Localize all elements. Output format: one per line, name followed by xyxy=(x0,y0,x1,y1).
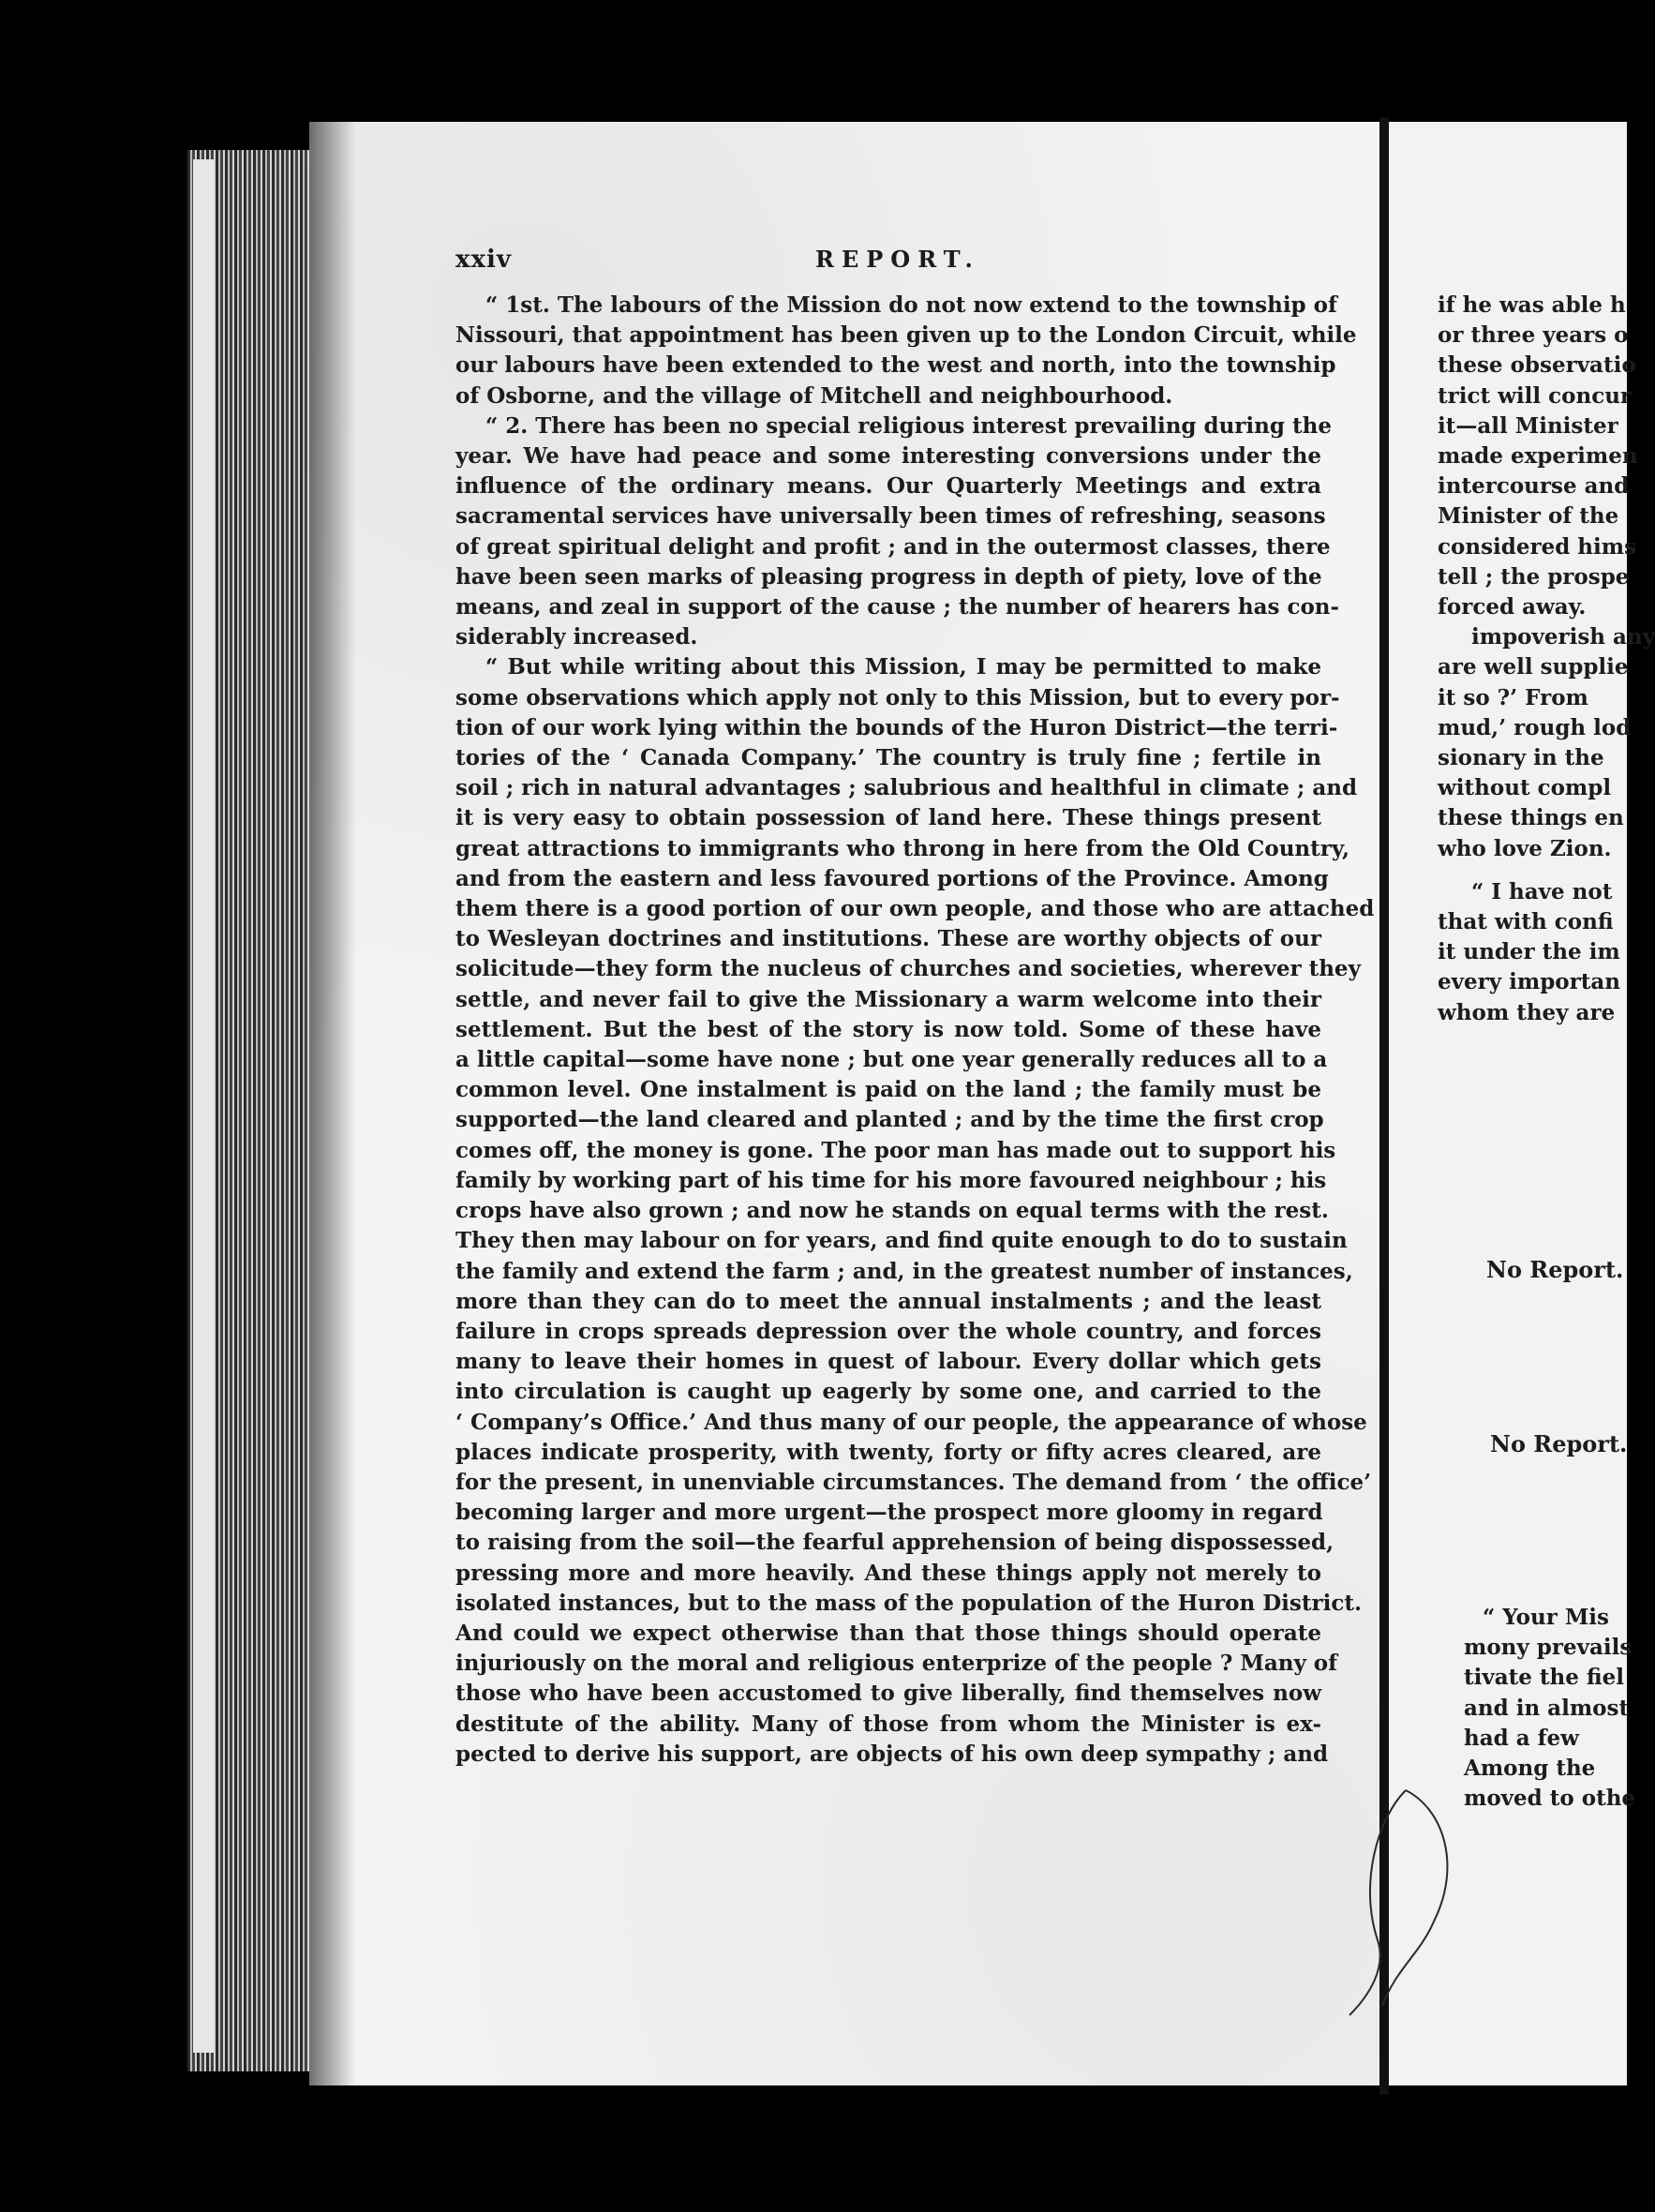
text-line: and in almost xyxy=(1464,1695,1630,1721)
text-line: these things en xyxy=(1438,805,1624,831)
text-line: a little capital—some have none ; but one year generally reduces all to a xyxy=(455,1047,1328,1073)
text-line: it—all Minister xyxy=(1438,412,1618,439)
text-line: family by working part of his time for his more favoured neighbour ; his xyxy=(455,1167,1327,1193)
text-line: have been seen marks of pleasing progress in depth of piety, love of the xyxy=(455,563,1322,590)
text-line: tell ; the prospe xyxy=(1438,563,1630,590)
text-line: destitute of the ability. Many of those from whom the Minister is ex- xyxy=(455,1711,1321,1737)
text-line: “ 2. There has been no special religious interest prevailing during the xyxy=(485,412,1332,439)
text-line: becoming larger and more urgent—the prospect more gloomy in regard xyxy=(455,1500,1323,1526)
text-line: for the present, in unenviable circumstances. The demand from ‘ the office’ xyxy=(455,1469,1372,1495)
text-line: pressing more and more heavily. And these things apply not merely to xyxy=(455,1560,1321,1586)
text-line: made experimen xyxy=(1438,443,1638,470)
text-line: “ Your Mis xyxy=(1483,1605,1609,1630)
text-line: pected to derive his support, are objects of his own deep sympathy ; and xyxy=(455,1741,1329,1767)
text-line: them there is a good portion of our own people, and those who are attached xyxy=(455,896,1375,922)
text-line: into circulation is caught up eagerly by some one, and carried to the xyxy=(455,1379,1321,1405)
text-line: tion of our work lying within the bounds of the Huron District—the terri- xyxy=(455,714,1338,740)
no-report-label: No Report. xyxy=(1486,1256,1624,1283)
text-line: Among the xyxy=(1464,1756,1596,1782)
text-line: mud,’ rough lod xyxy=(1438,714,1632,740)
text-line: of Osborne, and the village of Mitchell and neighbourhood. xyxy=(455,382,1173,409)
text-line: those who have been accustomed to give liberally, find themselves now xyxy=(455,1681,1321,1707)
text-line: ‘ Company’s Office.’ And thus many of our people, the appearance of whose xyxy=(455,1409,1367,1435)
text-line: sacramental services have universally been times of refreshing, seasons xyxy=(455,503,1326,530)
text-line: or three years o xyxy=(1438,322,1629,349)
text-line: places indicate prosperity, with twenty, forty or fifty acres cleared, are xyxy=(455,1439,1321,1465)
text-line: it is very easy to obtain possession of land here. These things present xyxy=(455,805,1321,831)
text-line: and from the eastern and less favoured portions of the Province. Among xyxy=(455,865,1329,891)
text-line: trict will concur xyxy=(1438,382,1633,409)
text-line: “ 1st. The labours of the Mission do not now extend to the township of xyxy=(485,292,1337,318)
text-line: settle, and never fail to give the Missionary a warm welcome into their xyxy=(455,986,1321,1012)
text-line: supported—the land cleared and planted ; and by the time the first crop xyxy=(455,1107,1324,1133)
pencil-mark-drawing xyxy=(1340,1781,1471,2025)
text-line: comes off, the money is gone. The poor man has made out to support his xyxy=(455,1137,1336,1163)
text-line: it so ?’ From xyxy=(1438,684,1588,710)
text-line: great attractions to immigrants who throng in here from the Old Country, xyxy=(455,835,1350,861)
text-line: many to leave their homes in quest of labour. Every dollar which gets xyxy=(455,1349,1321,1375)
text-line: these observatio xyxy=(1438,352,1636,379)
right-page-text-bottom xyxy=(1464,1603,1636,1814)
text-line: siderably increased. xyxy=(455,624,698,650)
text-line: And could we expect otherwise than that those things should operate xyxy=(455,1620,1321,1646)
text-line: some observations which apply not only to this Mission, but to every por- xyxy=(455,684,1340,710)
text-line: without compl xyxy=(1438,775,1612,801)
text-line: of great spiritual delight and profit ; and in the outermost classes, there xyxy=(455,533,1331,560)
text-line: isolated instances, but to the mass of the population of the Huron District. xyxy=(455,1590,1362,1616)
text-line: common level. One instalment is paid on the land ; the family must be xyxy=(455,1077,1321,1103)
right-page-text-top xyxy=(1438,291,1655,1028)
gutter-shadow xyxy=(309,122,356,2085)
text-line: settlement. But the best of the story is now told. Some of these have xyxy=(455,1016,1321,1042)
text-line: failure in crops spreads depression over the whole country, and forces xyxy=(455,1318,1321,1344)
text-line: our labours have been extended to the west and north, into the township xyxy=(455,352,1336,379)
text-line: crops have also grown ; and now he stands on equal terms with the rest. xyxy=(455,1198,1329,1224)
text-line: tories of the ‘ Canada Company.’ The country is truly fine ; fertile in xyxy=(455,745,1321,771)
text-line: more than they can do to meet the annual instalments ; and the least xyxy=(455,1288,1321,1314)
text-line: who love Zion. xyxy=(1438,835,1612,861)
text-line: Minister of the xyxy=(1438,503,1619,530)
text-line: forced away. xyxy=(1438,594,1587,620)
text-line: mony prevails xyxy=(1464,1635,1633,1661)
text-line: means, and zeal in support of the cause ; the number of hearers has con- xyxy=(455,594,1340,620)
text-line: tivate the fiel xyxy=(1464,1665,1624,1691)
page-number: xxiv xyxy=(455,246,512,274)
text-line: to raising from the soil—the fearful apprehension of being dispossessed, xyxy=(455,1530,1334,1556)
text-line: solicitude—they form the nucleus of churches and societies, wherever they xyxy=(455,956,1361,982)
no-report-label: No Report. xyxy=(1490,1430,1628,1457)
text-line: soil ; rich in natural advantages ; salubrious and healthful in climate ; and xyxy=(455,775,1358,801)
report-body-text xyxy=(455,291,1375,1770)
text-line: “ But while writing about this Mission, I may be permitted to make xyxy=(485,654,1321,680)
text-line: impoverish any xyxy=(1471,624,1655,650)
text-line: the family and extend the farm ; and, in the greatest number of instances, xyxy=(455,1258,1353,1284)
page-edge-highlight xyxy=(193,159,214,2053)
text-line: sionary in the xyxy=(1438,745,1604,771)
text-line: are well supplie xyxy=(1438,654,1629,680)
running-head: REPORT. xyxy=(815,246,980,273)
text-line: “ I have not xyxy=(1471,878,1613,904)
text-line: intercourse and xyxy=(1438,473,1630,500)
text-line: had a few xyxy=(1464,1725,1579,1751)
paragraph-gap xyxy=(1438,864,1627,877)
text-line: whom they are xyxy=(1438,999,1616,1025)
text-line: moved to othe xyxy=(1464,1786,1636,1812)
text-line: every importan xyxy=(1438,969,1620,995)
text-line: to Wesleyan doctrines and institutions. These are worthy objects of our xyxy=(455,926,1321,952)
text-line: injuriously on the moral and religious enterprize of the people ? Many of xyxy=(455,1651,1338,1677)
text-line: They then may labour on for years, and find quite enough to do to sustain xyxy=(455,1228,1348,1254)
text-line: if he was able h xyxy=(1438,292,1626,318)
text-line: that with confi xyxy=(1438,909,1614,935)
text-line: Nissouri, that appointment has been given up to the London Circuit, while xyxy=(455,322,1357,349)
text-line: influence of the ordinary means. Our Quarterly Meetings and extra xyxy=(455,473,1321,500)
text-line: it under the im xyxy=(1438,939,1620,965)
text-line: year. We have had peace and some interesting conversions under the xyxy=(455,443,1321,470)
text-line: considered hims xyxy=(1438,533,1637,560)
